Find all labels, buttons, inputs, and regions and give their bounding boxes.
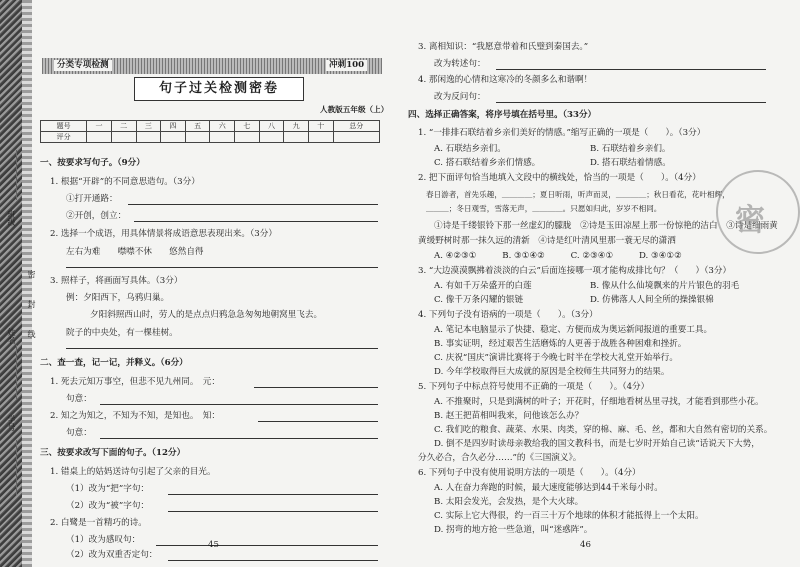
s2-q2-meaning: 句意： xyxy=(66,428,92,438)
c4-option-c[interactable]: C. 庆祝“国庆”演讲比赛将于今晚七时半在学校大礼堂开始举行。 xyxy=(434,353,678,363)
s1-q1: 1. 根据“开辟”的不同意思造句。（3分） xyxy=(50,177,200,187)
c4-option-b[interactable]: B. 事实证明，经过艰苦生活磨炼的人更善于战胜各种困难和挫折。 xyxy=(434,339,687,349)
score-cell: 十 xyxy=(308,121,333,132)
side-label-name: 姓名 xyxy=(7,328,16,344)
right-page xyxy=(404,0,786,567)
c3-question: 3. “大边漠漠飘拂着淡淡的白云”后面连接哪一项才能构成排比句？（ ）（3分） xyxy=(418,266,732,276)
c2-question: 2. 把下面评句恰当地填入文段中的横线处，恰当的一项是（ ）。（4分） xyxy=(418,173,701,183)
score-cell: 评分 xyxy=(41,132,87,143)
c4-option-a[interactable]: A. 笔记本电脑显示了快捷、稳定、方便而成为奥运新闻报道的重要工具。 xyxy=(434,325,713,335)
c1-option-d[interactable]: D. 搭石联结着情感。 xyxy=(590,158,671,168)
r-q3-a: 改为转述句： xyxy=(434,59,486,69)
s1-q3: 3. 照样子，将画面写具体。（3分） xyxy=(50,276,183,286)
score-blank[interactable] xyxy=(161,132,186,143)
c3-option-c[interactable]: C. 像千万条闪耀的银链 xyxy=(434,295,524,305)
score-cell: 总分 xyxy=(333,121,379,132)
score-cell: 题号 xyxy=(41,121,87,132)
answer-line[interactable] xyxy=(496,68,766,70)
score-header-row xyxy=(41,121,380,132)
c6-option-d[interactable]: D. 拐弯的地方抢一些急道，叫“迷惑阵”。 xyxy=(434,525,593,535)
s2-q2: 2. 知之为知之，不知为不知，是知也。 知： xyxy=(50,411,220,421)
score-cell: 六 xyxy=(210,121,235,132)
answer-line[interactable] xyxy=(100,437,378,439)
c5-option-d-cont: 分久必合，合久必分……”的《三国演义》。 xyxy=(418,453,582,463)
section-1-title: 一、按要求写句子。（9分） xyxy=(40,158,145,168)
s2-q1-meaning: 句意： xyxy=(66,394,92,404)
binding-strip xyxy=(0,0,22,567)
answer-line[interactable] xyxy=(134,220,378,222)
s3-q1: 1. 错桌上的姑妈送诗句引起了父亲的目光。 xyxy=(50,467,216,477)
score-blank[interactable] xyxy=(284,132,309,143)
answer-line[interactable] xyxy=(168,493,378,495)
answer-line[interactable] xyxy=(128,203,378,205)
score-blank[interactable] xyxy=(111,132,136,143)
c5-option-b[interactable]: B. 赵王把苗相叫我来，问他该怎么办？ xyxy=(434,411,584,421)
s3-q2: 2. 白鹭是一首精巧的诗。 xyxy=(50,518,147,528)
c5-question: 5. 下列句子中标点符号使用不正确的一项是（ ）。（4分） xyxy=(418,382,650,392)
s2-q1: 1. 死去元知万事空，但悲不见九州同。 元： xyxy=(50,377,220,387)
s3-q1-a: （1）改为“把”字句： xyxy=(66,484,150,494)
score-cell: 四 xyxy=(161,121,186,132)
score-cell: 八 xyxy=(259,121,284,132)
side-blank-name xyxy=(16,345,17,400)
score-cell: 一 xyxy=(87,121,112,132)
score-cell: 五 xyxy=(185,121,210,132)
score-cell: 九 xyxy=(284,121,309,132)
c6-option-c[interactable]: C. 实际上它大得很，约一百三十万个地球的体积才能抵得上一个太阳。 xyxy=(434,511,704,521)
score-blank[interactable] xyxy=(235,132,260,143)
c2-text-4: 黄缓野树时那一抹久远的清新 ④诗是红叶清风里那一蓑无尽的潇洒 xyxy=(418,236,676,246)
s1-q1-b: ②开创，创立： xyxy=(66,211,127,221)
c5-option-d[interactable]: D. 倒不是四岁时读母亲教给我的国文教科书，而是七岁时开始自己读“话说天下大势， xyxy=(434,439,760,449)
header-right: 冲刺100 xyxy=(326,60,367,71)
c1-option-c[interactable]: C. 搭石联结着乡亲们情感。 xyxy=(434,158,541,168)
answer-line[interactable] xyxy=(258,420,378,422)
score-blank[interactable] xyxy=(210,132,235,143)
page-number-right: 46 xyxy=(580,540,591,550)
c4-question: 4. 下列句子没有语病的一项是（ ）。（3分） xyxy=(418,310,598,320)
left-page xyxy=(36,0,398,567)
answer-line[interactable] xyxy=(168,559,378,561)
c3-option-a[interactable]: A. 有如千万朵盛开的白莲 xyxy=(434,281,532,291)
c3-option-d[interactable]: D. 仿佛落人人间全所的操操银棉 xyxy=(590,295,714,305)
c6-question: 6. 下列句子中没有使用说明方法的一项是（ ）。（4分） xyxy=(418,468,641,478)
r-q4: 4. 那闲逸的心情和这寒冷的冬颜多么和谐啊！ xyxy=(418,75,593,85)
answer-line[interactable] xyxy=(100,403,378,405)
c5-option-c[interactable]: C. 我们吃的粮食、蔬菜、水果、肉类，穿的棉、麻、毛、丝，都和大自然有密切的关系。 xyxy=(434,425,773,435)
s3-q2-b: （2）改为双重否定句： xyxy=(66,550,158,560)
r-q4-a: 改为反问句： xyxy=(434,92,486,102)
page-title: 句子过关检测密卷 xyxy=(134,77,304,101)
side-label-feng: 封 xyxy=(27,300,36,308)
score-blank[interactable] xyxy=(136,132,161,143)
s3-q1-b: （2）改为“被”字句： xyxy=(66,501,150,511)
s1-q2-options: 左右为难 噤噤不休 悠然自得 xyxy=(66,247,204,257)
c2-text-2: ＿＿＿；冬日观雪，雪落无声，＿＿＿＿。只愿如归此，岁岁不相同。 xyxy=(426,204,662,213)
score-cell: 二 xyxy=(111,121,136,132)
answer-line[interactable] xyxy=(254,386,378,388)
section-4-title: 四、选择正确答案，将序号填在括号里。（33分） xyxy=(408,110,597,120)
score-value-row xyxy=(41,132,380,143)
c2-options[interactable]: A. ④②③① B. ③①④② C. ②③④① D. ③④①② xyxy=(434,251,682,261)
s1-q3-prompt: 院子的中央处，有一棵桂树。 xyxy=(66,328,178,338)
c2-text-1: 春日游者，首先乐趣，＿＿＿＿；夏日听雨，听声而灵，＿＿＿＿；秋日看花，花叶相辉， xyxy=(426,190,730,199)
score-cell: 三 xyxy=(136,121,161,132)
c1-question: 1. “一排排石联结着乡亲们美好的情感。”缩写正确的一项是（ ）。（3分） xyxy=(418,128,706,138)
score-table xyxy=(40,120,380,143)
answer-line[interactable] xyxy=(66,266,378,268)
binding-perforation xyxy=(22,0,32,567)
s1-q3-example1: 例：夕阳西下，乌鸦归巢。 xyxy=(66,293,170,303)
s1-q1-a: ①打开通路： xyxy=(66,194,118,204)
answer-line[interactable] xyxy=(168,510,378,512)
confidential-stamp-text: 密 xyxy=(735,203,765,238)
side-label-number: 学号 xyxy=(7,415,16,431)
header-series: 分类专项检测 xyxy=(54,60,112,71)
c6-option-b[interactable]: B. 太阳会发光，会发热，是个大火球。 xyxy=(434,497,584,507)
edition-label: 人教版五年级（上） xyxy=(320,105,389,114)
c6-option-a[interactable]: A. 人在奋力奔跑的时候，最大速度能够达到44千米每小时。 xyxy=(434,483,663,493)
answer-line[interactable] xyxy=(156,544,378,546)
section-3-title: 三、按要求改写下面的句子。（12分） xyxy=(40,448,186,458)
s1-q2: 2. 选择一个成语，用具体情景将成语意思表现出来。（3分） xyxy=(50,229,277,239)
score-blank[interactable] xyxy=(308,132,333,143)
score-blank[interactable] xyxy=(259,132,284,143)
side-label-xian: 线 xyxy=(27,330,36,338)
section-2-title: 二、查一查，记一记，并释义。（6分） xyxy=(40,358,188,368)
page-number-left: 45 xyxy=(208,540,219,550)
c4-option-d[interactable]: D. 今年学校取得巨大成就的原因是全校师生共同努力的结果。 xyxy=(434,367,670,377)
s1-q3-example2: 夕阳斜照西山时，劳人的是点点归鸦急急匆匆地朝窝里飞去。 xyxy=(90,310,323,320)
c5-option-a[interactable]: A. 不推聚时，只是到满树的叶子；开花时，仔细地看树丛里寻找，才能看到那些小花。 xyxy=(434,397,764,407)
c1-option-a[interactable]: A. 石联结乡亲们。 xyxy=(434,144,506,154)
r-q3: 3. 离相知识：“我愿意带着和氏璧到秦国去。” xyxy=(418,42,589,52)
score-blank[interactable] xyxy=(333,132,379,143)
c1-option-b[interactable]: B. 石联结着乡亲们。 xyxy=(590,144,671,154)
side-blank-class xyxy=(16,150,17,200)
c2-text-3: ①诗是千缕银铃下那一丝虚幻的朦胧 ②诗是玉田凉屋上那一份惊艳的洁白 ③诗是细雨黄 xyxy=(434,221,778,231)
answer-line[interactable] xyxy=(66,347,378,349)
answer-line[interactable] xyxy=(496,101,766,103)
side-label-class: 班级 xyxy=(7,210,16,226)
score-blank[interactable] xyxy=(87,132,112,143)
score-cell: 七 xyxy=(235,121,260,132)
c3-option-b[interactable]: B. 像从什么仙境飘来的片片银色的羽毛 xyxy=(590,281,740,291)
side-blank-number xyxy=(16,440,17,495)
side-label-mi: 密 xyxy=(27,270,36,278)
score-blank[interactable] xyxy=(185,132,210,143)
s3-q2-a: （1）改为感叹句： xyxy=(66,535,141,545)
